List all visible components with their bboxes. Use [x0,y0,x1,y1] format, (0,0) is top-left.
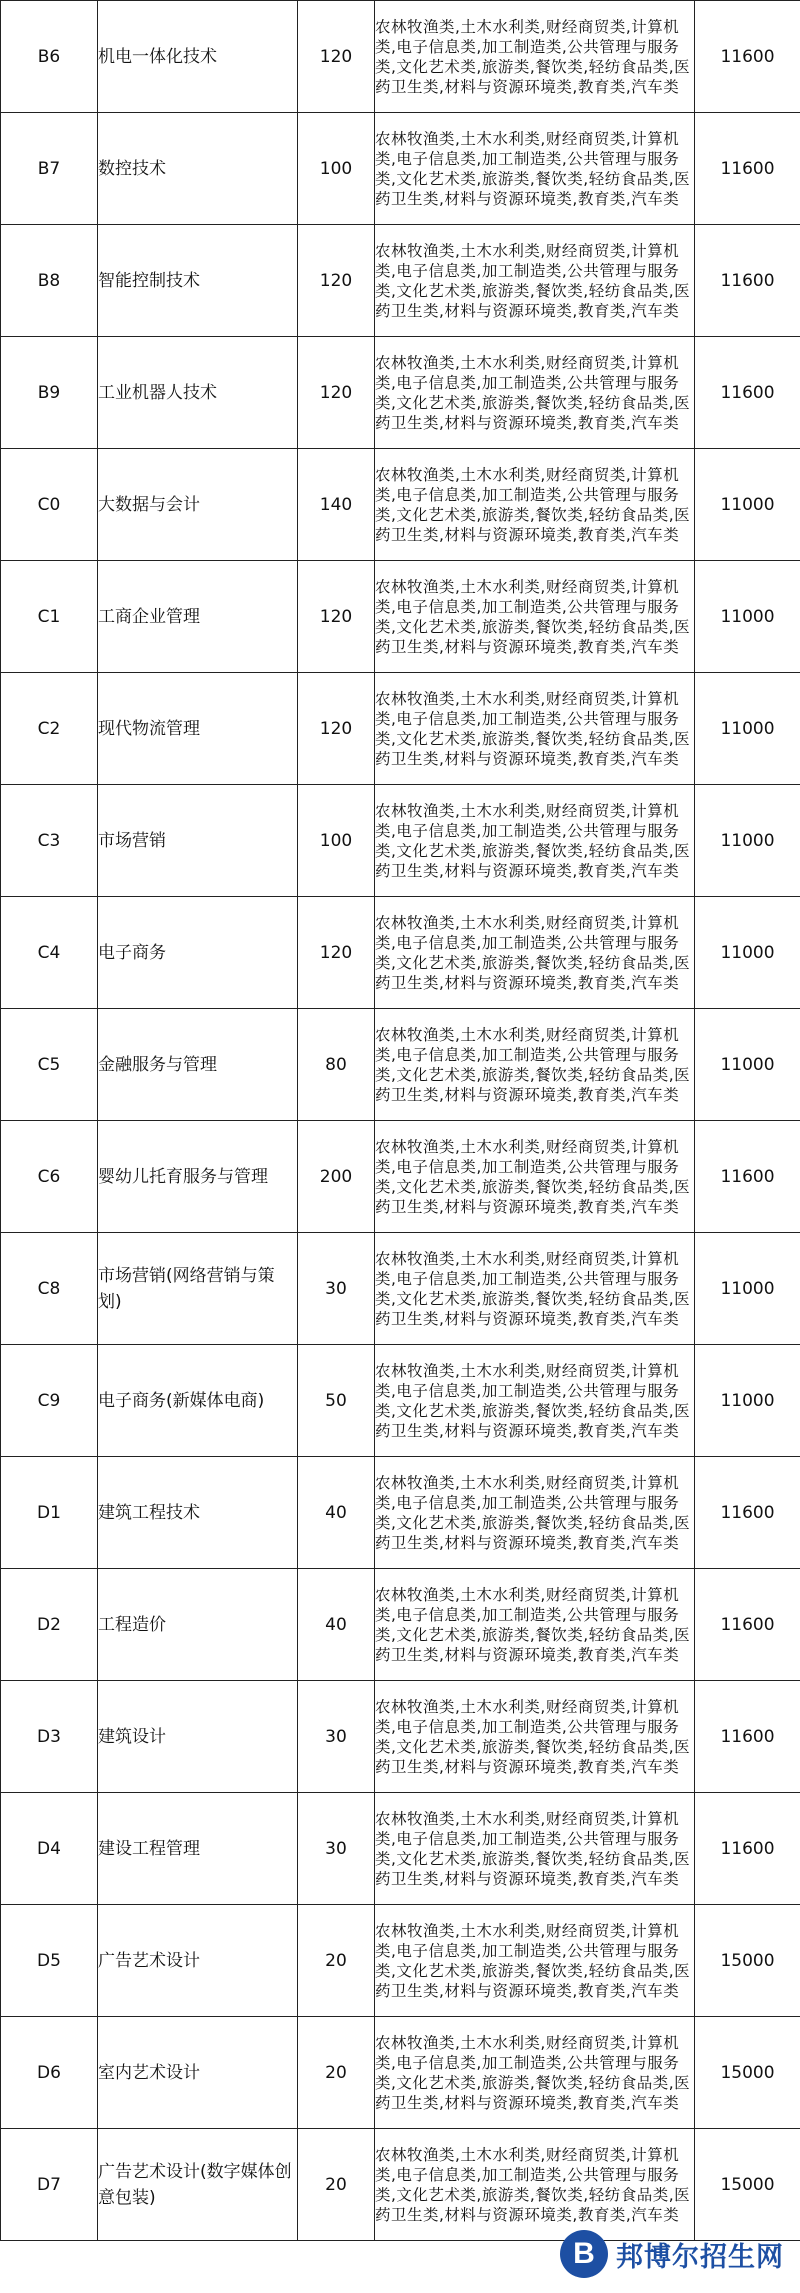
major-name-cell: 金融服务与管理 [98,1009,298,1121]
major-code-cell: C3 [1,785,98,897]
table-row [1,1905,800,2017]
site-logo-icon: B [560,2230,608,2278]
major-name-cell: 现代物流管理 [98,673,298,785]
eligible-categories-cell: 农林牧渔类,土木水利类,财经商贸类,计算机类,电子信息类,加工制造类,公共管理与服务类,文化艺术类,旅游类,餐饮类,轻纺食品类,医药卫生类,材料与资源环境类,教育类,汽车类 [375,1009,695,1121]
eligible-categories-cell: 农林牧渔类,土木水利类,财经商贸类,计算机类,电子信息类,加工制造类,公共管理与服务类,文化艺术类,旅游类,餐饮类,轻纺食品类,医药卫生类,材料与资源环境类,教育类,汽车类 [375,1345,695,1457]
enrollment-plan-cell: 100 [298,785,375,897]
major-name-cell: 广告艺术设计 [98,1905,298,2017]
major-code-cell: C6 [1,1121,98,1233]
major-name-cell: 室内艺术设计 [98,2017,298,2129]
major-code-cell: C5 [1,1009,98,1121]
tuition-fee-cell: 11000 [695,785,800,897]
eligible-categories-cell: 农林牧渔类,土木水利类,财经商贸类,计算机类,电子信息类,加工制造类,公共管理与服务类,文化艺术类,旅游类,餐饮类,轻纺食品类,医药卫生类,材料与资源环境类,教育类,汽车类 [375,2017,695,2129]
major-name-cell: 市场营销(网络营销与策划) [98,1233,298,1345]
enrollment-plan-cell: 120 [298,225,375,337]
major-code-cell: D1 [1,1457,98,1569]
major-name-cell: 工商企业管理 [98,561,298,673]
table-row [1,1345,800,1457]
enrollment-plan-cell: 120 [298,897,375,1009]
major-name-cell: 工业机器人技术 [98,337,298,449]
eligible-categories-cell: 农林牧渔类,土木水利类,财经商贸类,计算机类,电子信息类,加工制造类,公共管理与服务类,文化艺术类,旅游类,餐饮类,轻纺食品类,医药卫生类,材料与资源环境类,教育类,汽车类 [375,1905,695,2017]
eligible-categories-cell: 农林牧渔类,土木水利类,财经商贸类,计算机类,电子信息类,加工制造类,公共管理与服务类,文化艺术类,旅游类,餐饮类,轻纺食品类,医药卫生类,材料与资源环境类,教育类,汽车类 [375,337,695,449]
major-code-cell: C8 [1,1233,98,1345]
tuition-fee-cell: 11000 [695,1233,800,1345]
major-name-cell: 电子商务 [98,897,298,1009]
eligible-categories-cell: 农林牧渔类,土木水利类,财经商贸类,计算机类,电子信息类,加工制造类,公共管理与服务类,文化艺术类,旅游类,餐饮类,轻纺食品类,医药卫生类,材料与资源环境类,教育类,汽车类 [375,2129,695,2241]
major-code-cell: B8 [1,225,98,337]
table-row [1,449,800,561]
major-code-cell: C1 [1,561,98,673]
table-row [1,1233,800,1345]
tuition-fee-cell: 11000 [695,897,800,1009]
tuition-fee-cell: 11000 [695,673,800,785]
tuition-fee-cell: 11600 [695,1457,800,1569]
enrollment-plan-cell: 20 [298,2129,375,2241]
tuition-fee-cell: 11600 [695,1,800,113]
tuition-fee-cell: 15000 [695,1905,800,2017]
tuition-fee-cell: 15000 [695,2017,800,2129]
enrollment-plan-cell: 120 [298,561,375,673]
watermark-text: 邦博尔招生网 [616,2241,784,2273]
major-name-cell: 建筑工程技术 [98,1457,298,1569]
enrollment-plan-cell: 100 [298,113,375,225]
major-name-cell: 数控技术 [98,113,298,225]
enrollment-plan-cell: 120 [298,1,375,113]
major-name-cell: 市场营销 [98,785,298,897]
table-row [1,1569,800,1681]
major-code-cell: D4 [1,1793,98,1905]
enrollment-plan-cell: 80 [298,1009,375,1121]
table-row [1,897,800,1009]
tuition-fee-cell: 11000 [695,449,800,561]
major-code-cell: B6 [1,1,98,113]
tuition-fee-cell: 11600 [695,1681,800,1793]
major-code-cell: D3 [1,1681,98,1793]
eligible-categories-cell: 农林牧渔类,土木水利类,财经商贸类,计算机类,电子信息类,加工制造类,公共管理与服务类,文化艺术类,旅游类,餐饮类,轻纺食品类,医药卫生类,材料与资源环境类,教育类,汽车类 [375,785,695,897]
enrollment-plan-cell: 120 [298,337,375,449]
enrollment-plan-cell: 50 [298,1345,375,1457]
eligible-categories-cell: 农林牧渔类,土木水利类,财经商贸类,计算机类,电子信息类,加工制造类,公共管理与服务类,文化艺术类,旅游类,餐饮类,轻纺食品类,医药卫生类,材料与资源环境类,教育类,汽车类 [375,1569,695,1681]
eligible-categories-cell: 农林牧渔类,土木水利类,财经商贸类,计算机类,电子信息类,加工制造类,公共管理与服务类,文化艺术类,旅游类,餐饮类,轻纺食品类,医药卫生类,材料与资源环境类,教育类,汽车类 [375,449,695,561]
table-row [1,673,800,785]
major-code-cell: C2 [1,673,98,785]
tuition-fee-cell: 11000 [695,561,800,673]
major-name-cell: 建筑设计 [98,1681,298,1793]
table-row [1,225,800,337]
table-row [1,113,800,225]
enrollment-plan-cell: 200 [298,1121,375,1233]
major-name-cell: 智能控制技术 [98,225,298,337]
major-code-cell: C0 [1,449,98,561]
major-name-cell: 大数据与会计 [98,449,298,561]
major-code-cell: D6 [1,2017,98,2129]
major-code-cell: B9 [1,337,98,449]
enrollment-plan-cell: 140 [298,449,375,561]
major-code-cell: C9 [1,1345,98,1457]
major-code-cell: D2 [1,1569,98,1681]
major-name-cell: 建设工程管理 [98,1793,298,1905]
eligible-categories-cell: 农林牧渔类,土木水利类,财经商贸类,计算机类,电子信息类,加工制造类,公共管理与服务类,文化艺术类,旅游类,餐饮类,轻纺食品类,医药卫生类,材料与资源环境类,教育类,汽车类 [375,225,695,337]
enrollment-plan-cell: 30 [298,1793,375,1905]
major-code-cell: D5 [1,1905,98,2017]
table-row [1,1009,800,1121]
major-name-cell: 机电一体化技术 [98,1,298,113]
enrollment-plan-cell: 30 [298,1233,375,1345]
eligible-categories-cell: 农林牧渔类,土木水利类,财经商贸类,计算机类,电子信息类,加工制造类,公共管理与服务类,文化艺术类,旅游类,餐饮类,轻纺食品类,医药卫生类,材料与资源环境类,教育类,汽车类 [375,561,695,673]
tuition-fee-cell: 11600 [695,1121,800,1233]
site-watermark [560,2222,792,2286]
enrollment-plan-cell: 120 [298,673,375,785]
table-row [1,1,800,113]
eligible-categories-cell: 农林牧渔类,土木水利类,财经商贸类,计算机类,电子信息类,加工制造类,公共管理与服务类,文化艺术类,旅游类,餐饮类,轻纺食品类,医药卫生类,材料与资源环境类,教育类,汽车类 [375,897,695,1009]
tuition-fee-cell: 11600 [695,337,800,449]
enrollment-plan-cell: 40 [298,1457,375,1569]
tuition-fee-cell: 11000 [695,1345,800,1457]
major-name-cell: 婴幼儿托育服务与管理 [98,1121,298,1233]
eligible-categories-cell: 农林牧渔类,土木水利类,财经商贸类,计算机类,电子信息类,加工制造类,公共管理与服务类,文化艺术类,旅游类,餐饮类,轻纺食品类,医药卫生类,材料与资源环境类,教育类,汽车类 [375,1121,695,1233]
eligible-categories-cell: 农林牧渔类,土木水利类,财经商贸类,计算机类,电子信息类,加工制造类,公共管理与服务类,文化艺术类,旅游类,餐饮类,轻纺食品类,医药卫生类,材料与资源环境类,教育类,汽车类 [375,1457,695,1569]
tuition-fee-cell: 11600 [695,1569,800,1681]
tuition-fee-cell: 11600 [695,1793,800,1905]
enrollment-plan-cell: 40 [298,1569,375,1681]
tuition-fee-cell: 11000 [695,1009,800,1121]
enrollment-plan-cell: 20 [298,1905,375,2017]
major-name-cell: 电子商务(新媒体电商) [98,1345,298,1457]
table-row [1,561,800,673]
enrollment-plan-cell: 30 [298,1681,375,1793]
eligible-categories-cell: 农林牧渔类,土木水利类,财经商贸类,计算机类,电子信息类,加工制造类,公共管理与服务类,文化艺术类,旅游类,餐饮类,轻纺食品类,医药卫生类,材料与资源环境类,教育类,汽车类 [375,1793,695,1905]
tuition-fee-cell: 11600 [695,113,800,225]
table-row [1,1793,800,1905]
tuition-fee-cell: 11600 [695,225,800,337]
eligible-categories-cell: 农林牧渔类,土木水利类,财经商贸类,计算机类,电子信息类,加工制造类,公共管理与服务类,文化艺术类,旅游类,餐饮类,轻纺食品类,医药卫生类,材料与资源环境类,教育类,汽车类 [375,1681,695,1793]
tuition-fee-cell: 15000 [695,2129,800,2241]
major-code-cell: D7 [1,2129,98,2241]
eligible-categories-cell: 农林牧渔类,土木水利类,财经商贸类,计算机类,电子信息类,加工制造类,公共管理与服务类,文化艺术类,旅游类,餐饮类,轻纺食品类,医药卫生类,材料与资源环境类,教育类,汽车类 [375,1233,695,1345]
enrollment-plan-cell: 20 [298,2017,375,2129]
eligible-categories-cell: 农林牧渔类,土木水利类,财经商贸类,计算机类,电子信息类,加工制造类,公共管理与服务类,文化艺术类,旅游类,餐饮类,轻纺食品类,医药卫生类,材料与资源环境类,教育类,汽车类 [375,113,695,225]
major-name-cell: 工程造价 [98,1569,298,1681]
major-name-cell: 广告艺术设计(数字媒体创意包装) [98,2129,298,2241]
table-row [1,1681,800,1793]
major-code-cell: C4 [1,897,98,1009]
eligible-categories-cell: 农林牧渔类,土木水利类,财经商贸类,计算机类,电子信息类,加工制造类,公共管理与服务类,文化艺术类,旅游类,餐饮类,轻纺食品类,医药卫生类,材料与资源环境类,教育类,汽车类 [375,1,695,113]
table-row [1,1121,800,1233]
table-row [1,337,800,449]
table-row [1,785,800,897]
table-row [1,2017,800,2129]
table-row [1,1457,800,1569]
eligible-categories-cell: 农林牧渔类,土木水利类,财经商贸类,计算机类,电子信息类,加工制造类,公共管理与服务类,文化艺术类,旅游类,餐饮类,轻纺食品类,医药卫生类,材料与资源环境类,教育类,汽车类 [375,673,695,785]
major-code-cell: B7 [1,113,98,225]
